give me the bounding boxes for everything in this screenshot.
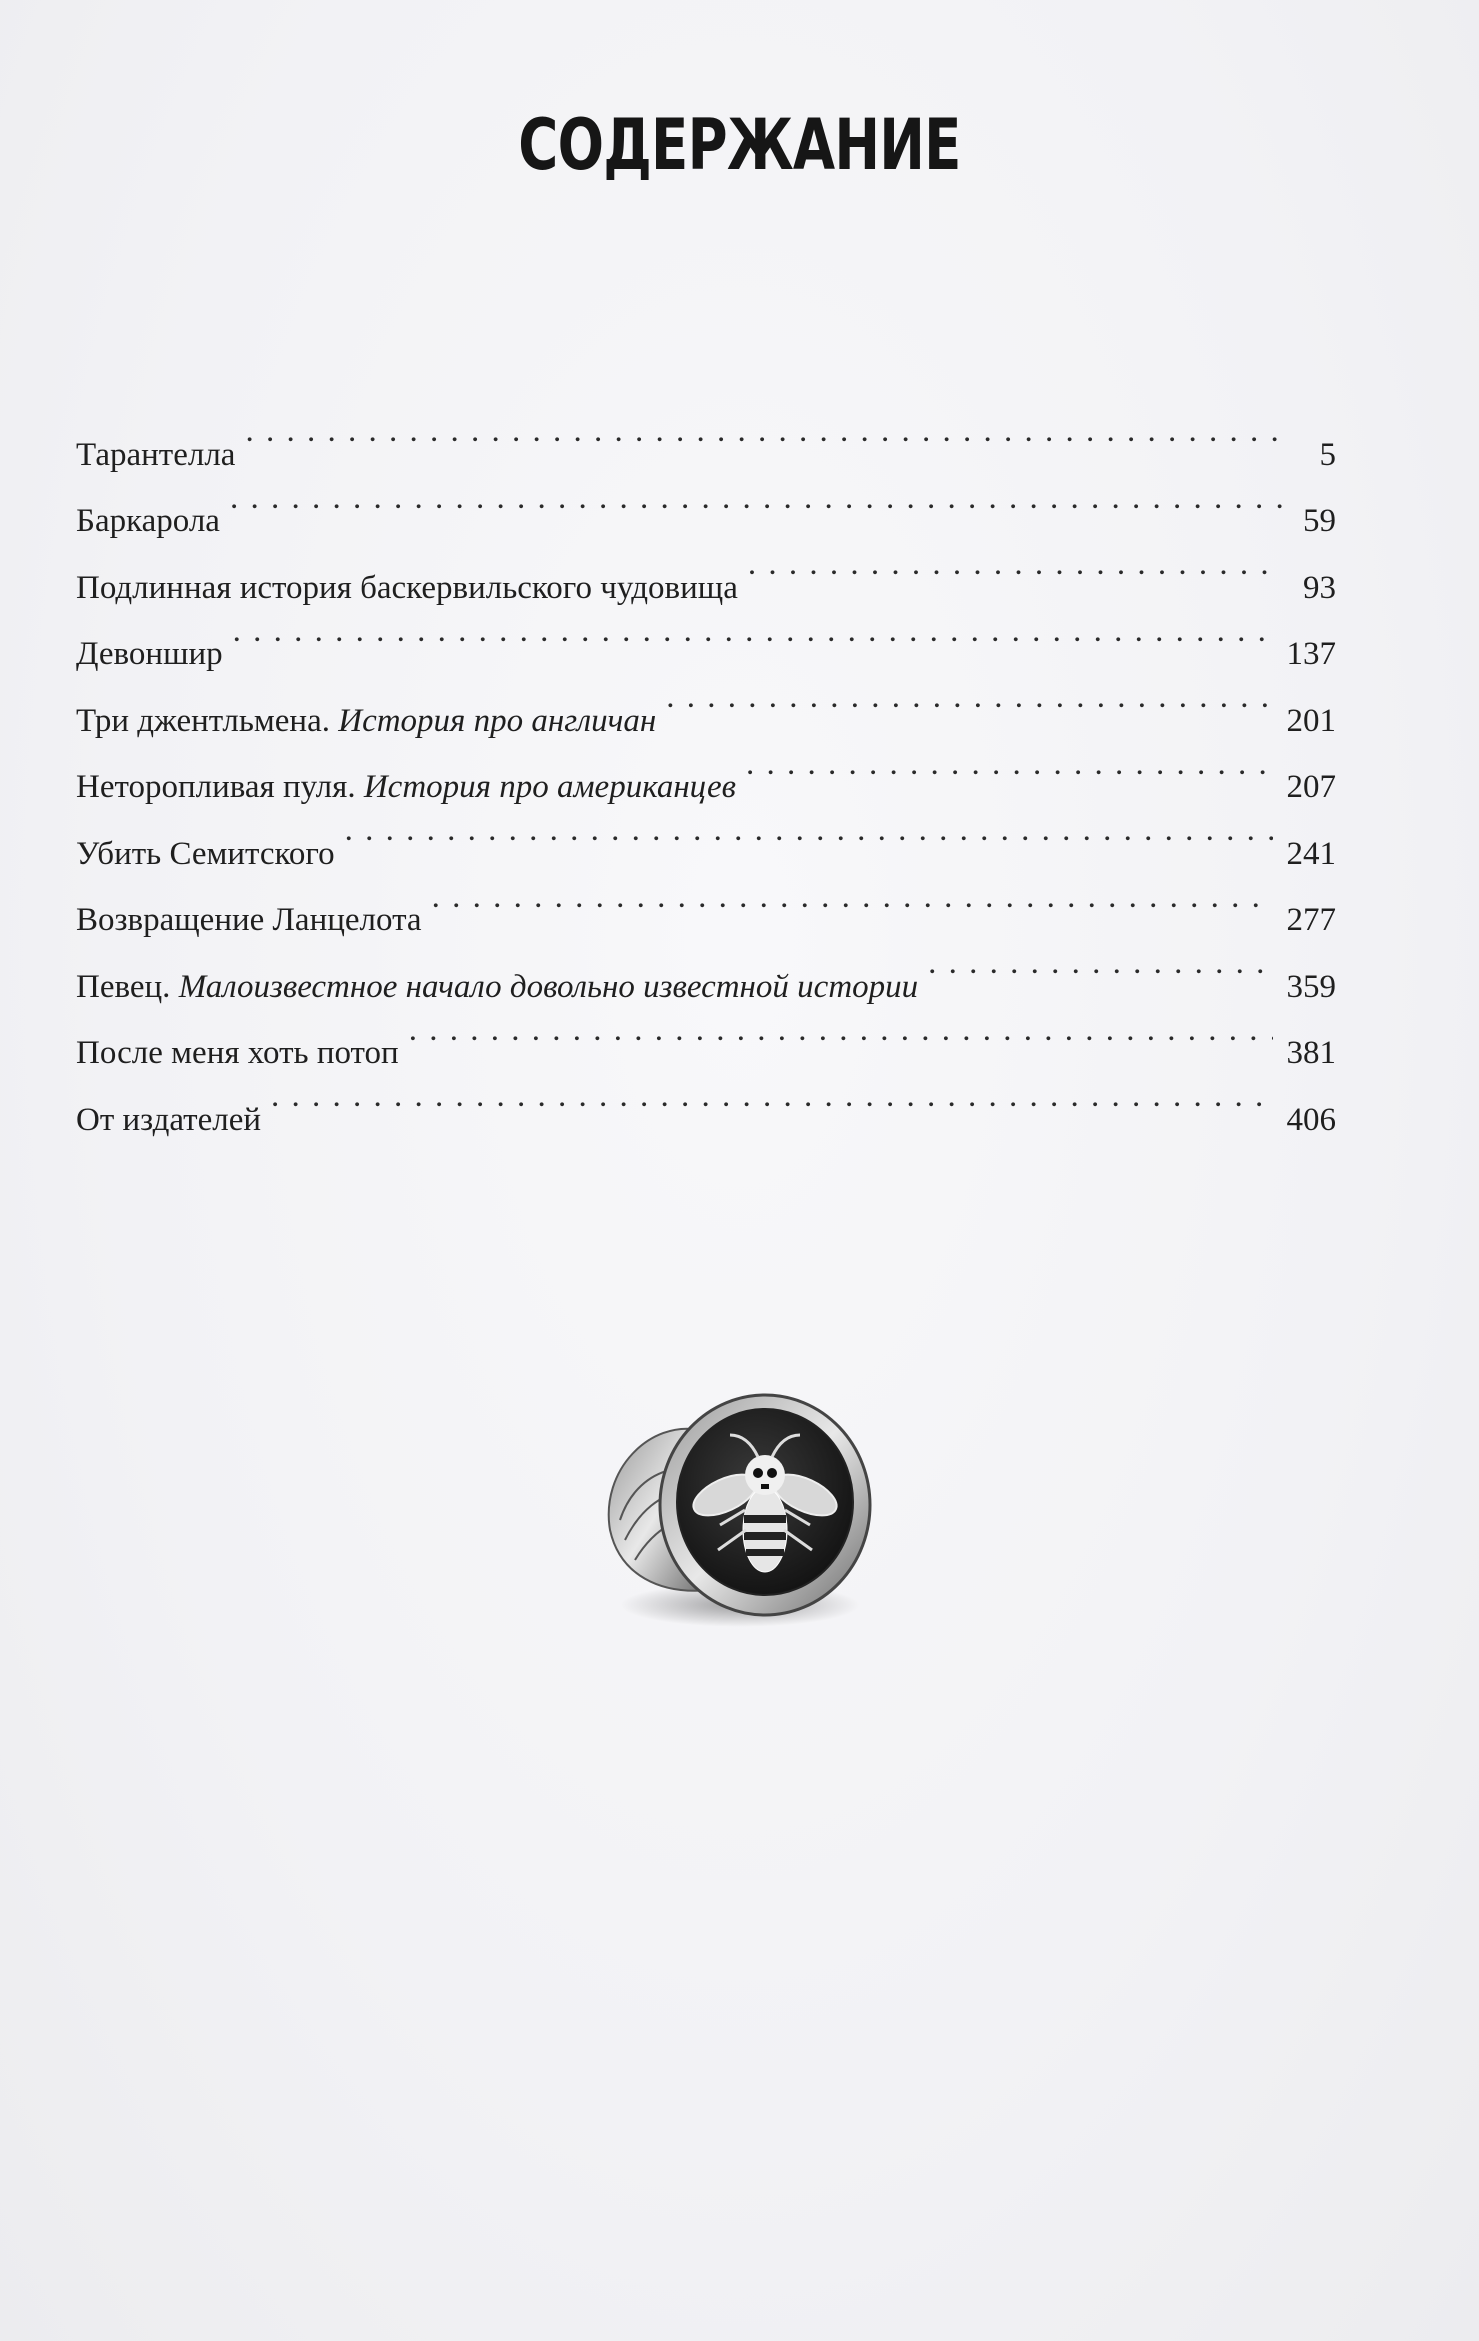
- dot-leader: [748, 531, 1282, 598]
- bee-signet-ring-icon: [590, 1380, 880, 1640]
- toc-entry-title: Убить Семитского: [76, 835, 335, 872]
- dot-leader: [245, 398, 1282, 465]
- dot-leader: [666, 664, 1272, 731]
- toc-entry: [76, 465, 1336, 539]
- dot-leader: [432, 864, 1273, 931]
- dot-leader: [233, 598, 1273, 665]
- dot-leader: [409, 997, 1273, 1064]
- toc-entry-subtitle: История про англичан: [338, 702, 657, 739]
- dot-leader: [928, 930, 1272, 997]
- toc-entry-page: 207: [1286, 769, 1336, 805]
- toc-entry-page: 381: [1286, 1035, 1336, 1071]
- toc-entry-subtitle: Малоизвестное начало довольно известной истории: [178, 968, 919, 1005]
- toc-entry-page: 93: [1303, 569, 1336, 606]
- toc-entry-title: Неторопливая пуля. История про американцев: [76, 769, 736, 805]
- table-of-contents: [76, 398, 1336, 1138]
- toc-entry: [76, 398, 1336, 473]
- toc-entry-title: Баркарола: [76, 503, 220, 539]
- toc-entry: [76, 664, 1336, 739]
- toc-entry-page: 59: [1303, 503, 1336, 539]
- dot-leader: [230, 465, 1282, 532]
- dot-leader: [746, 731, 1273, 798]
- toc-entry: [76, 598, 1336, 672]
- toc-entry: [76, 531, 1336, 606]
- dot-leader: [271, 1063, 1272, 1130]
- toc-entry-page: 5: [1319, 436, 1336, 473]
- dot-leader: [345, 797, 1273, 864]
- toc-entry-page: 277: [1286, 902, 1336, 938]
- toc-entry-title: Тарантелла: [76, 436, 236, 473]
- toc-entry-page: 241: [1286, 835, 1336, 872]
- toc-entry-title: Возвращение Ланцелота: [76, 902, 422, 938]
- page-title: СОДЕРЖАНИЕ: [518, 104, 961, 186]
- toc-entry-title: От издателей: [76, 1101, 262, 1138]
- toc-entry-page: 359: [1286, 968, 1336, 1005]
- toc-entry-title: Подлинная история баскервильского чудовища: [76, 569, 738, 606]
- toc-entry-subtitle: История про американцев: [363, 769, 736, 805]
- toc-entry-page: 137: [1286, 636, 1336, 672]
- toc-entry-page: 406: [1286, 1101, 1336, 1138]
- toc-entry-title: Певец. Малоизвестное начало довольно известной истории: [76, 968, 919, 1005]
- toc-entry-title: После меня хоть потоп: [76, 1035, 399, 1071]
- toc-entry-title: Три джентльмена. История про англичан: [76, 702, 657, 739]
- toc-entry-page: 201: [1286, 702, 1336, 739]
- toc-entry-title: Девоншир: [76, 636, 223, 672]
